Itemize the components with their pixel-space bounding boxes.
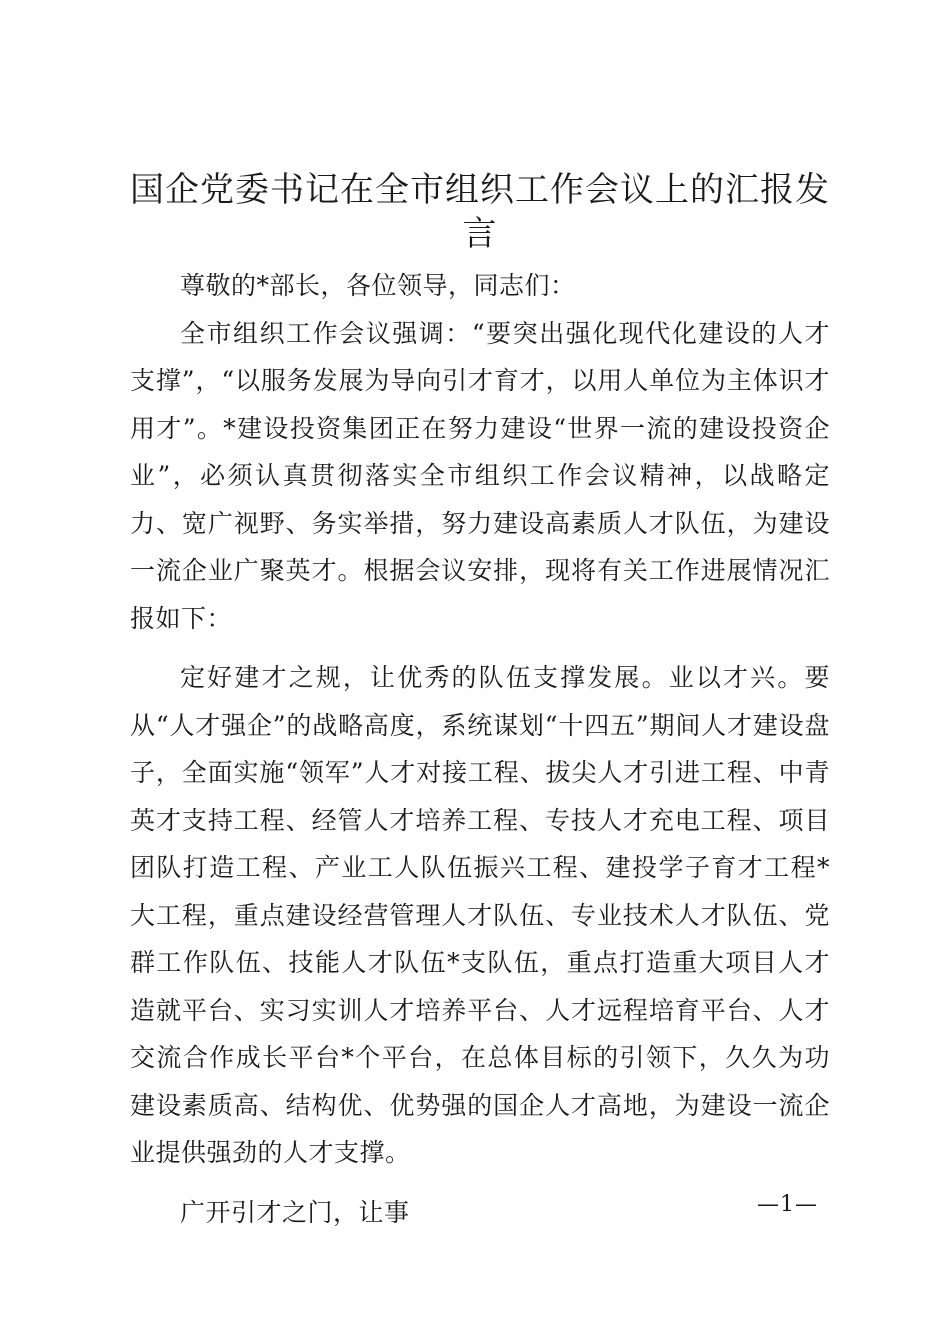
paragraph-talent-planning: 定好建才之规，让优秀的队伍支撑发展。业以才兴。要从“人才强企”的战略高度，系统谋划“十四五”期间人才建设盘子，全面实施“领军”人才对接工程、拔尖人才引进工程、中青英才支持工程、经管人才培养工程、专技人才充电工程、项目团队打造工程、产业工人队伍振兴工程、建投学子育才工程*大工程，重点建设经营管理人才队伍、专业技术人才队伍、党群工作队伍、技能人才队伍*支队伍，重点打造重大项目人才造就平台、实习实训人才培养平台、人才远程培育平台、人才交流合作成长平台*个平台，在总体目标的引领下，久久为功建设素质高、结构优、优势强的国企人才高地，为建设一流企业提供强劲的人才支撑。 bbox=[130, 663, 830, 1167]
paragraph-intro: 全市组织工作会议强调：“要突出强化现代化建设的人才支撑”，“以服务发展为导向引才育才，以用人单位为主体识才用才”。*建设投资集团正在努力建设“世界一流的建设投资企业”，必须认真贯彻落实全市组织工作会议精神，以战略定力、宽广视野、务实举措，努力建设高素质人才队伍，为建设一流企业广聚英才。根据会议安排，现将有关工作进展情况汇报如下： bbox=[130, 318, 830, 633]
page-number: —1— bbox=[757, 1192, 818, 1217]
salutation: 尊敬的*部长，各位领导，同志们： bbox=[180, 271, 576, 300]
document-title: 国企党委书记在全市组织工作会议上的汇报发言 bbox=[130, 170, 830, 254]
document-body bbox=[130, 262, 830, 1236]
paragraph-talent-recruitment: 广开引才之门，让事 bbox=[180, 1197, 410, 1227]
